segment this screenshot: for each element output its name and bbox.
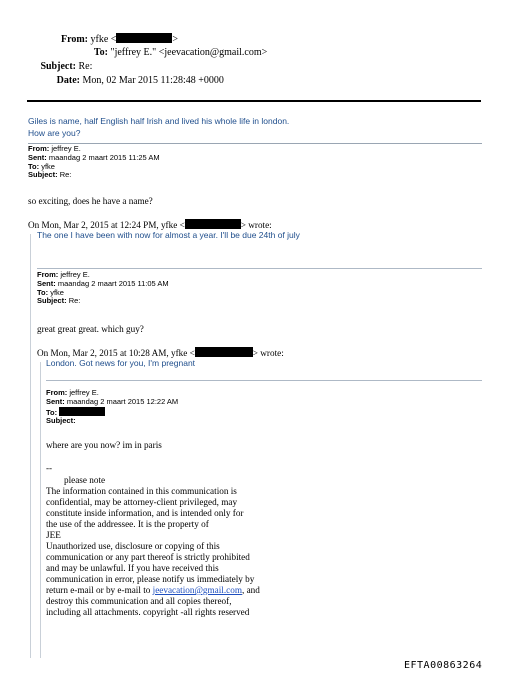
signature-line: destroy this communication and all copies thereof, xyxy=(46,596,232,606)
from-label: From: xyxy=(60,34,88,45)
header2-sent-value: maandag 2 maart 2015 11:05 AM xyxy=(57,278,169,288)
reply1-line1: Giles is name, half English half Irish and lived his whole life in london. xyxy=(28,116,290,126)
signature-line: including all attachments. copyright -all rights reserved xyxy=(46,607,250,617)
signature-line: communication in error, please notify us immediately by xyxy=(46,574,255,584)
header1-from-label: From: xyxy=(28,144,50,153)
document-id: EFTA00863264 xyxy=(404,660,483,671)
date-label: Date: xyxy=(56,75,80,86)
signature-email-line xyxy=(46,585,260,596)
header1-subject-value: Re: xyxy=(59,170,72,180)
header2-subject-label: Subject: xyxy=(37,296,67,306)
redaction-box xyxy=(195,347,253,357)
quote1-bar xyxy=(30,234,31,658)
quote1-prefix: On Mon, Mar 2, 2015 at 12:24 PM, yfke < xyxy=(28,220,185,230)
header1-sent-label: Sent: xyxy=(28,152,47,162)
redaction-box xyxy=(59,407,105,416)
message3-text: where are you now? im in paris xyxy=(46,440,162,450)
header-divider xyxy=(27,100,481,102)
header-date-row xyxy=(0,75,224,87)
header2-to-value: yfke xyxy=(50,287,64,297)
header3-subject-label: Subject: xyxy=(46,416,76,426)
signature-line: confidential, may be attorney-client privileged, may xyxy=(46,497,238,507)
quote2-suffix: > wrote: xyxy=(252,348,284,358)
header1-to-value: yfke xyxy=(41,161,55,171)
header3-block xyxy=(46,389,178,426)
signature-line: and may be unlawful. If you have received this xyxy=(46,563,219,573)
header-subject-row xyxy=(0,61,92,73)
reply2-text: The one I have been with now for almost a year. I'll be due 24th of july xyxy=(37,230,300,240)
header2-subject-value: Re: xyxy=(68,296,81,306)
signature-please-note: please note xyxy=(64,475,106,485)
from-value-tail: > xyxy=(172,34,179,45)
header-from-row xyxy=(0,33,178,46)
signature-line: communication or any part thereof is strictly prohibited xyxy=(46,552,250,562)
signature-line: Unauthorized use, disclosure or copying of this xyxy=(46,541,220,551)
subject-value: Re: xyxy=(78,61,93,72)
header2-to-label: To: xyxy=(37,287,49,297)
signature-email-suffix: , and xyxy=(241,585,260,595)
header2-from-label: From: xyxy=(37,270,59,279)
divider xyxy=(46,380,482,381)
header3-from-label: From: xyxy=(46,388,68,397)
quote2-bar xyxy=(40,362,41,658)
signature-separator: -- xyxy=(46,463,53,473)
header2-sent-label: Sent: xyxy=(37,278,56,288)
header-to-row xyxy=(0,47,267,59)
header1-block xyxy=(28,145,160,180)
signature-line: constitute inside information, and is intended only for xyxy=(46,508,244,518)
header2-from-value: jeffrey E. xyxy=(60,270,90,279)
header3-sent-value: maandag 2 maart 2015 12:22 AM xyxy=(66,396,179,406)
header1-subject-label: Subject: xyxy=(28,170,58,180)
to-value: "jeffrey E." <jeevacation@gmail.com> xyxy=(110,47,268,58)
to-label: To: xyxy=(93,47,108,58)
signature-email-prefix: return e-mail or by e-mail to xyxy=(46,585,153,595)
redaction-box xyxy=(185,219,241,229)
header1-to-label: To: xyxy=(28,161,40,171)
header3-from-value: jeffrey E. xyxy=(69,388,99,397)
reply1-line2: How are you? xyxy=(28,128,81,138)
quote1-suffix: > wrote: xyxy=(240,220,272,230)
quote2-prefix: On Mon, Mar 2, 2015 at 10:28 AM, yfke < xyxy=(37,348,195,358)
signature-line: The information contained in this communication is xyxy=(46,486,237,496)
divider xyxy=(37,268,482,269)
reply3-text: London. Got news for you, I'm pregnant xyxy=(46,358,196,368)
header3-sent-label: Sent: xyxy=(46,396,65,406)
signature-line: the use of the addressee. It is the property of xyxy=(46,519,209,529)
header1-from-value: jeffrey E. xyxy=(51,144,81,153)
header2-block xyxy=(37,271,169,306)
signature-line: JEE xyxy=(46,530,61,540)
header1-sent-value: maandag 2 maart 2015 11:25 AM xyxy=(48,152,160,162)
date-value: Mon, 02 Mar 2015 11:28:48 +0000 xyxy=(82,75,224,86)
email-link[interactable]: jeevacation@gmail.com xyxy=(152,585,242,595)
subject-label: Subject: xyxy=(40,61,76,72)
message1-text: so exciting, does he have a name? xyxy=(28,196,153,206)
message2-text: great great great. which guy? xyxy=(37,324,144,334)
from-value: yfke < xyxy=(90,34,117,45)
redaction-box xyxy=(116,33,172,43)
divider xyxy=(28,143,482,144)
header3-to-label: To: xyxy=(46,407,58,417)
signature-body xyxy=(46,486,260,618)
